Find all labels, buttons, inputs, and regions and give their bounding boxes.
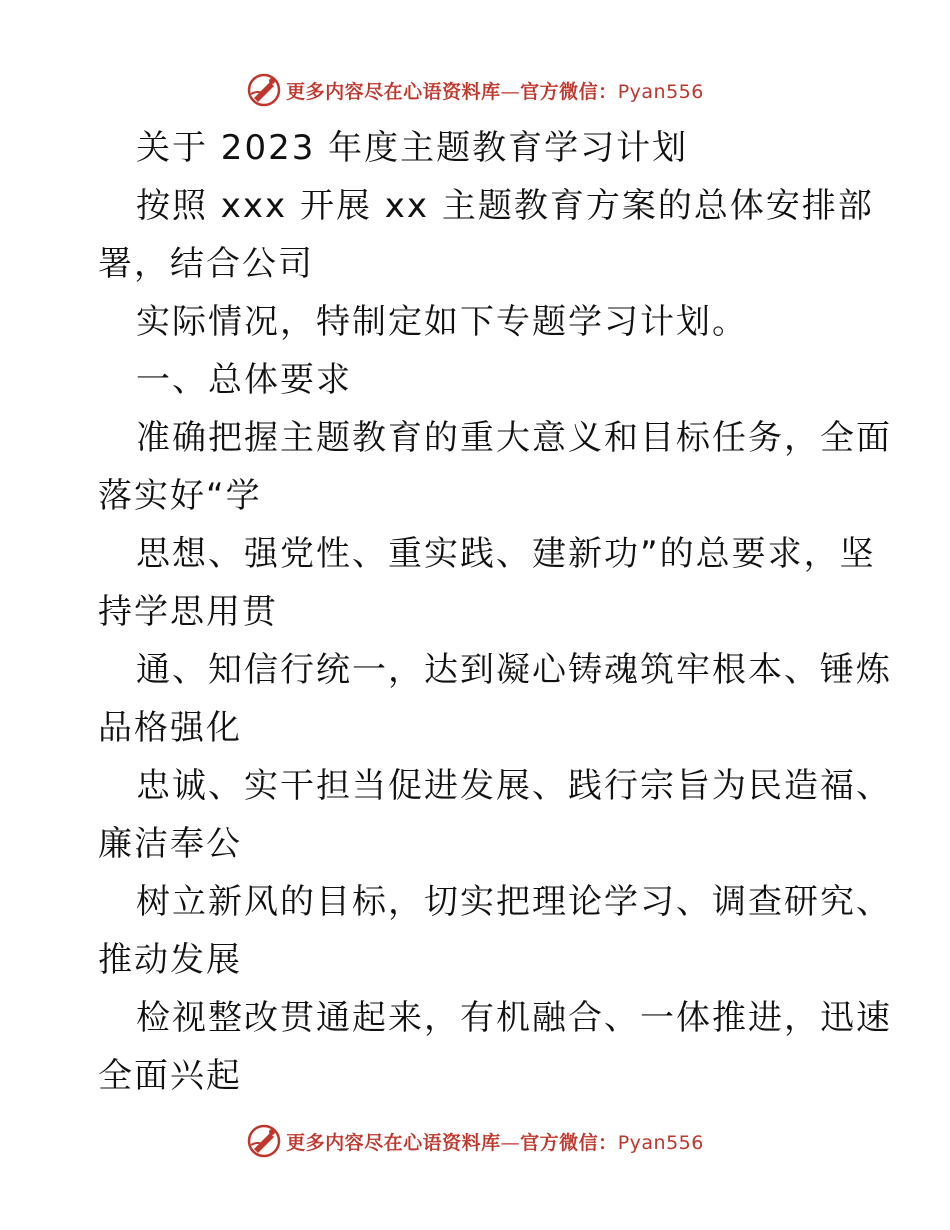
paragraph-line: 忠诚、实干担当促进发展、践行宗旨为民造福、 xyxy=(136,766,892,806)
banner-handle: Pyan556 xyxy=(617,1131,704,1154)
paragraph-line: 署，结合公司 xyxy=(98,244,314,284)
footer-watermark-banner xyxy=(0,1121,950,1161)
paragraph-line: 通、知信行统一，达到凝心铸魂筑牢根本、锤炼 xyxy=(136,650,892,690)
banner-suffix-text: 官方微信： xyxy=(520,80,618,103)
header-watermark-banner xyxy=(0,70,950,110)
brand-logo-icon xyxy=(246,1123,282,1159)
paragraph-line: 思想、强党性、重实践、建新功”的总要求，坚 xyxy=(136,534,876,574)
paragraph-line: 实际情况，特制定如下专题学习计划。 xyxy=(136,302,748,342)
banner-separator: — xyxy=(500,80,521,103)
paragraph-line: 持学思用贯 xyxy=(98,592,278,632)
paragraph-line: 树立新风的目标，切实把理论学习、调查研究、 xyxy=(136,882,892,922)
banner-main-text: 更多内容尽在心语资料库 xyxy=(286,1131,501,1154)
brand-logo-icon xyxy=(246,72,282,108)
paragraph-line: 检视整改贯通起来，有机融合、一体推进，迅速 xyxy=(136,998,892,1038)
banner-main-text: 更多内容尽在心语资料库 xyxy=(286,80,501,103)
banner-separator: — xyxy=(500,1131,521,1154)
banner-handle: Pyan556 xyxy=(617,80,704,103)
document-title: 关于 2023 年度主题教育学习计划 xyxy=(136,128,689,168)
banner-text-group xyxy=(286,1128,704,1155)
paragraph-line: 准确把握主题教育的重大意义和目标任务，全面 xyxy=(136,418,892,458)
paragraph-line: 按照 xxx 开展 xx 主题教育方案的总体安排部 xyxy=(136,186,874,226)
section-heading: 一、总体要求 xyxy=(136,360,352,400)
paragraph-line: 品格强化 xyxy=(98,708,242,748)
paragraph-line: 全面兴起 xyxy=(98,1056,242,1096)
banner-text-group xyxy=(286,77,704,104)
paragraph-line: 落实好“学 xyxy=(98,476,262,516)
paragraph-line: 推动发展 xyxy=(98,940,242,980)
banner-suffix-text: 官方微信： xyxy=(520,1131,618,1154)
paragraph-line: 廉洁奉公 xyxy=(98,824,242,864)
